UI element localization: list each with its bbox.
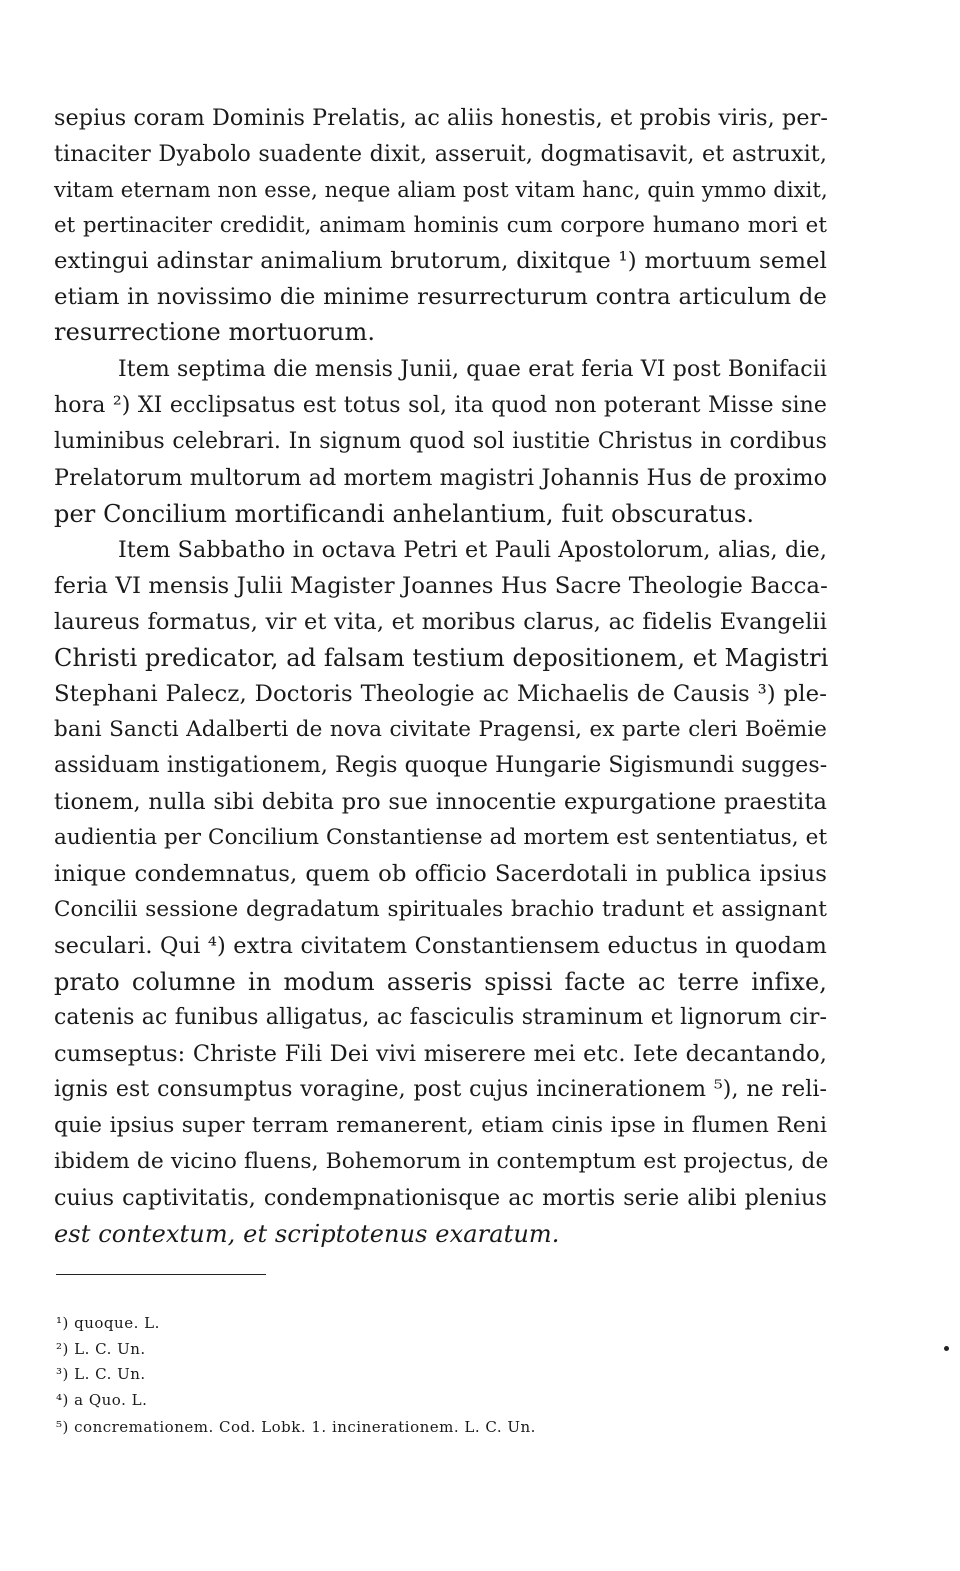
text-line: seculari. Qui ⁴) extra civitatem Constantiensem eductus in quodam xyxy=(54,933,827,959)
text-line: vitam eternam non esse, neque aliam post vitam hanc, quin ymmo dixit, xyxy=(54,178,828,202)
text-line: feria VI mensis Julii Magister Joannes Hus Sacre Theologie Bacca- xyxy=(54,573,828,599)
text-line: et pertinaciter credidit, animam hominis cum corpore humano mori et xyxy=(54,213,827,238)
text-line: prato columne in modum asseris spissi facte ac terre infixe, xyxy=(54,968,827,996)
footnote-separator xyxy=(56,1274,266,1275)
text-line: etiam in novissimo die minime resurrecturum contra articulum de xyxy=(54,284,827,310)
text-line: Stephani Palecz, Doctoris Theologie ac Michaelis de Causis ³) ple- xyxy=(54,681,827,707)
text-line: luminibus celebrari. In signum quod sol iustitie Christus in cordibus xyxy=(54,429,827,454)
paragraph-start-line: Item septima die mensis Junii, quae erat feria VI post Bonifacii xyxy=(118,357,827,382)
text-line: Concilii sessione degradatum spirituales brachio tradunt et assignant xyxy=(54,897,827,922)
text-line: laureus formatus, vir et vita, et moribus clarus, ac fidelis Evangelii xyxy=(54,609,827,635)
text-line: sepius coram Dominis Prelatis, ac aliis honestis, et probis viris, per- xyxy=(54,105,828,131)
text-line: audientia per Concilium Constantiense ad mortem est sententiatus, et xyxy=(54,825,828,850)
footnote: ⁵) concremationem. Cod. Lobk. 1. incinerationem. L. C. Un. xyxy=(56,1418,536,1436)
text-line: inique condemnatus, quem ob officio Sacerdotali in publica ipsius xyxy=(54,861,827,887)
text-line: resurrectione mortuorum. xyxy=(54,318,376,346)
text-line: bani Sancti Adalberti de nova civitate Pragensi, ex parte cleri Boëmie xyxy=(54,717,827,742)
footnote: ¹) quoque. L. xyxy=(56,1314,160,1332)
footnote: ³) L. C. Un. xyxy=(56,1365,146,1383)
text-line: Christi predicator, ad falsam testium depositionem, et Magistri xyxy=(54,644,829,672)
text-line: tinaciter Dyabolo suadente dixit, asseruit, dogmatisavit, et astruxit, xyxy=(54,141,827,167)
text-line: catenis ac funibus alligatus, ac fasciculis straminum et lignorum cir- xyxy=(54,1005,827,1030)
text-line: assiduam instigationem, Regis quoque Hungarie Sigismundi sugges- xyxy=(54,753,828,778)
text-line: ignis est consumptus voragine, post cujus incinerationem ⁵), ne reli- xyxy=(54,1077,827,1102)
text-line: tionem, nulla sibi debita pro sue innocentie expurgatione praestita xyxy=(54,789,827,815)
ink-speck xyxy=(944,1346,949,1351)
footnote: ⁴) a Quo. L. xyxy=(56,1391,148,1409)
text-line: hora ²) XI ecclipsatus est totus sol, ita quod non poterant Misse sine xyxy=(54,393,827,418)
text-line: cuius captivitatis, condempnationisque ac mortis serie alibi plenius xyxy=(54,1185,827,1211)
text-line: ibidem de vicino fluens, Bohemorum in contemptum est projectus, de xyxy=(54,1149,829,1174)
text-line: per Concilium mortificandi anhelantium, fuit obscuratus. xyxy=(54,500,755,528)
text-line: quie ipsius super terram remanerent, etiam cinis ipse in flumen Reni xyxy=(54,1113,827,1138)
paragraph-start-line: Item Sabbatho in octava Petri et Pauli Apostolorum, alias, die, xyxy=(118,537,827,563)
text-line: cumseptus: Christe Fili Dei vivi miserere mei etc. Iete decantando, xyxy=(54,1041,827,1067)
text-line: est contextum, et scriptotenus exaratum. xyxy=(54,1220,560,1248)
text-line: extingui adinstar animalium brutorum, dixitque ¹) mortuum semel xyxy=(54,248,827,274)
text-line: Prelatorum multorum ad mortem magistri Johannis Hus de proximo xyxy=(54,465,828,491)
footnote: ²) L. C. Un. xyxy=(56,1340,146,1358)
